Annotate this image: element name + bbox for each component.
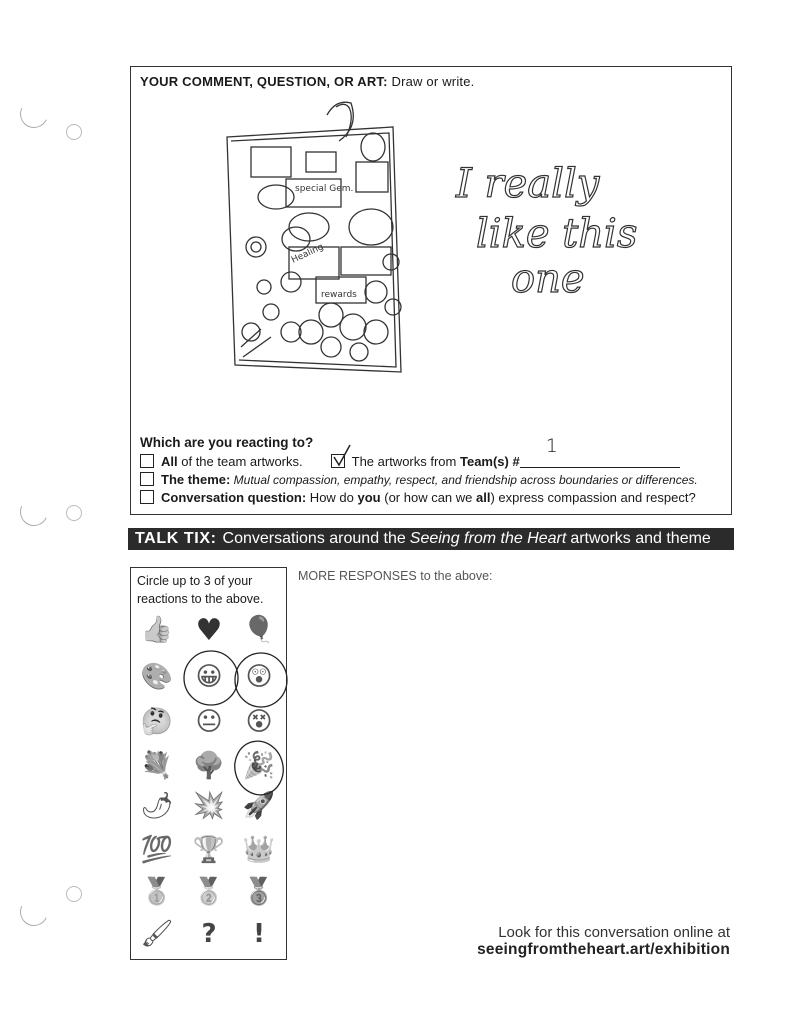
crown-icon[interactable]: 👑 [242, 835, 276, 865]
binder-hole-arc-top [16, 96, 52, 132]
hot-pepper-icon[interactable]: 🌶 [140, 791, 174, 821]
check-mark-icon [332, 443, 352, 467]
collision-icon[interactable]: 💥 [192, 791, 226, 821]
handwriting-line-3: one [511, 256, 585, 302]
drawing-label-rewards: rewards [321, 290, 357, 300]
option-conversation-question: Conversation question: How do you (or how can we all) express compassion and respect? [161, 489, 696, 505]
party-popper-icon[interactable]: 🎉 [242, 751, 276, 781]
emoji-reaction-panel [130, 567, 287, 960]
thumbs-up-icon[interactable]: 👍 [140, 615, 174, 645]
checkbox-all-artworks[interactable] [140, 454, 154, 468]
astonished-face-icon[interactable]: 😲 [245, 662, 273, 692]
option-team-artworks: The artworks from Team(s) # [351, 453, 520, 469]
hundred-points-icon[interactable]: 💯 [140, 835, 174, 865]
exclamation-mark-icon[interactable]: ! [253, 919, 265, 949]
checkbox-conversation-question[interactable] [140, 490, 154, 504]
binder-hole-top [66, 124, 82, 140]
heart-icon[interactable]: ♥ [195, 612, 223, 648]
option-theme: The theme: Mutual compassion, empathy, respect, and friendship across boundaries or differences. [161, 471, 698, 487]
first-place-medal-icon[interactable]: 🥇 [140, 877, 174, 907]
drawing-label-healing: Healing [290, 242, 326, 266]
bouquet-icon[interactable]: 💐 [140, 751, 174, 781]
binder-hole-arc-bottom [16, 894, 52, 930]
team-number-value: 1 [545, 434, 558, 457]
drawing-label-special-gem: special Gem. [295, 184, 354, 194]
paintbrush-icon[interactable]: 🖌 [140, 919, 174, 949]
question-mark-icon[interactable]: ? [201, 919, 217, 949]
online-label: Look for this conversation online at [498, 924, 730, 941]
handwriting-line-2: like this [476, 211, 638, 257]
emoji-instruction: Circle up to 3 of your reactions to the above. [137, 574, 264, 606]
reaction-options [140, 435, 698, 506]
team-number-field[interactable] [520, 434, 680, 468]
tree-icon[interactable]: 🌳 [192, 751, 226, 781]
palette-icon[interactable]: 🎨 [140, 662, 174, 692]
trophy-icon[interactable]: 🏆 [192, 835, 226, 865]
binder-hole-arc-middle [16, 494, 52, 530]
checkbox-team-artworks[interactable] [331, 454, 345, 468]
rocket-icon[interactable]: 🚀 [242, 791, 276, 821]
binder-hole-middle [66, 505, 82, 521]
talk-tix-banner: TALK TIX: Conversations around the Seeing from the Heart artworks and theme [128, 528, 734, 550]
handwriting-line-1: I really [456, 161, 600, 207]
checkbox-theme[interactable] [140, 472, 154, 486]
comment-box[interactable] [130, 66, 732, 515]
handwritten-comment [131, 67, 731, 427]
reaction-question: Which are you reacting to? [140, 435, 314, 450]
third-place-medal-icon[interactable]: 🥉 [242, 877, 276, 907]
online-info [477, 924, 730, 959]
dizzy-face-icon[interactable]: 😵 [245, 707, 273, 737]
balloon-icon[interactable]: 🎈 [242, 615, 276, 645]
option-all-artworks: All of the team artworks. [161, 453, 303, 469]
grinning-face-icon[interactable]: 😀 [195, 662, 223, 692]
comment-heading: YOUR COMMENT, QUESTION, OR ART: Draw or write. [140, 74, 475, 89]
thinking-face-icon[interactable]: 🤔 [140, 707, 174, 737]
neutral-face-icon[interactable]: 😐 [195, 707, 223, 737]
online-url-link[interactable]: seeingfromtheheart.art/exhibition [477, 941, 730, 958]
second-place-medal-icon[interactable]: 🥈 [192, 877, 226, 907]
binder-hole-bottom [66, 886, 82, 902]
more-responses-label: MORE RESPONSES to the above: [298, 569, 493, 583]
